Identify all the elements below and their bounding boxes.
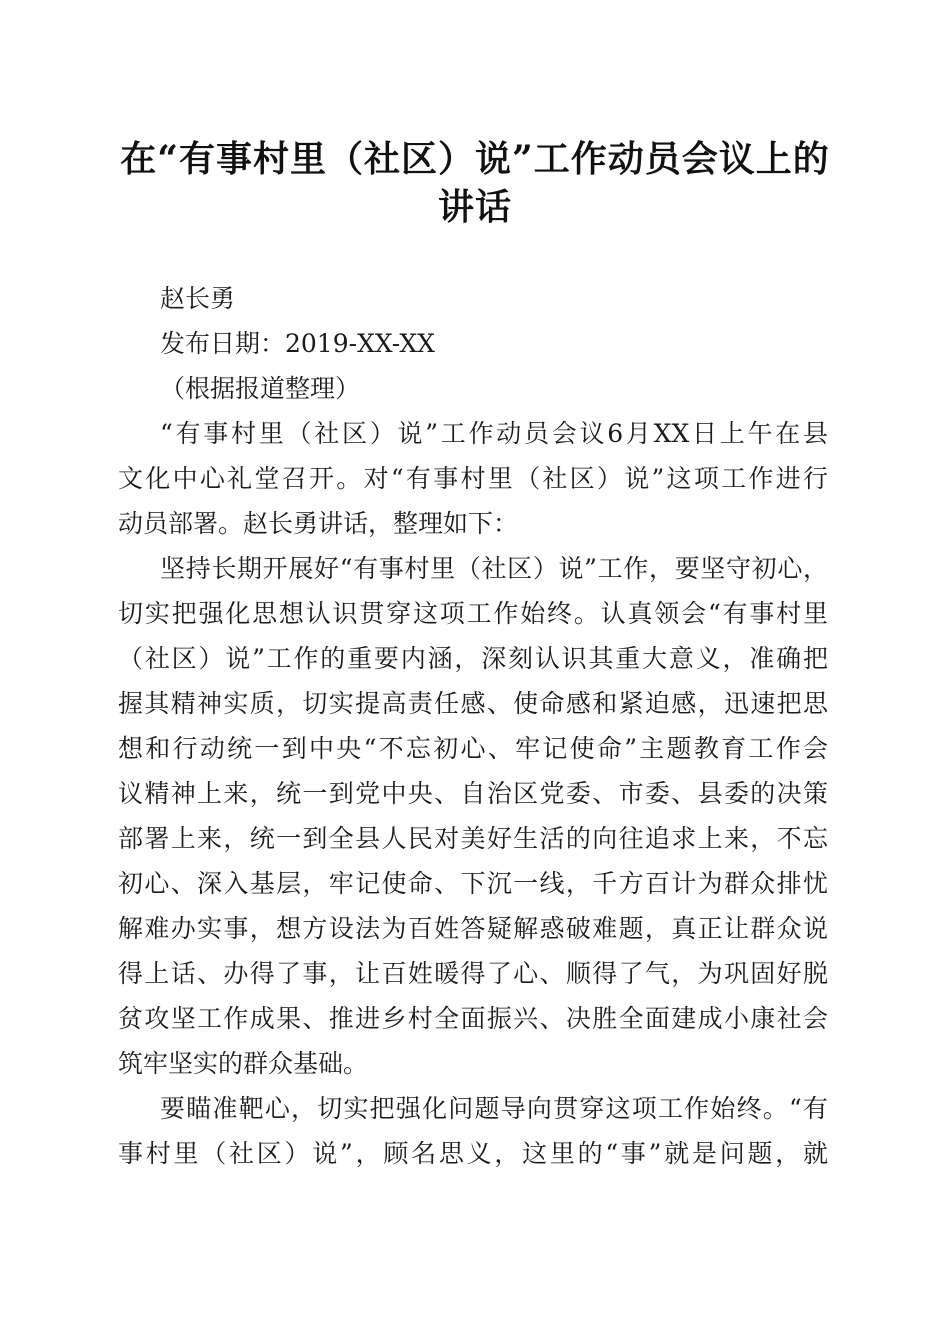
paragraph-1-line-3: 动员部署。赵长勇讲话，整理如下： [118, 509, 519, 538]
paragraph-2-line-1: 坚持长期开展好“有事村里（社区）说”工作，要坚守初心， [160, 554, 828, 583]
paragraph-2-line-2: 切实把强化思想认识贯穿这项工作始终。认真领会“有事村里 [118, 599, 828, 628]
paragraph-1-line-2: 文化中心礼堂召开。对“有事村里（社区）说”这项工作进行 [118, 464, 828, 493]
document-title-line-2: 讲话 [437, 186, 512, 228]
paragraph-2-line-9: 解难办实事，想方设法为百姓答疑解惑破难题，真正让群众说 [118, 914, 828, 943]
paragraph-1-line-1: “有事村里（社区）说”工作动员会议6月XX日上午在县 [160, 419, 828, 448]
paragraph-2-line-8: 初心、深入基层，牢记使命、下沉一线，千方百计为群众排忧 [118, 869, 828, 898]
paragraph-2-line-3: （社区）说”工作的重要内涵，深刻认识其重大意义，准确把 [118, 644, 828, 673]
paragraph-2-line-10: 得上话、办得了事，让百姓暖得了心、顺得了气，为巩固好脱 [118, 959, 828, 988]
paragraph-3-line-2: 事村里（社区）说”，顾名思义，这里的“事”就是问题，就 [118, 1139, 828, 1168]
paragraph-2-line-11: 贫攻坚工作成果、推进乡村全面振兴、决胜全面建成小康社会 [118, 1004, 828, 1033]
paragraph-2-line-5: 想和行动统一到中央“不忘初心、牢记使命”主题教育工作会 [118, 734, 828, 763]
source-note: （根据报道整理） [160, 374, 361, 403]
document-title-line-1: 在“有事村里（社区）说”工作动员会议上的 [120, 138, 830, 180]
paragraph-2-line-7: 部署上来，统一到全县人民对美好生活的向往追求上来，不忘 [118, 824, 828, 853]
paragraph-2-line-6: 议精神上来，统一到党中央、自治区党委、市委、县委的决策 [118, 779, 828, 808]
paragraph-2-line-4: 握其精神实质，切实提高责任感、使命感和紧迫感，迅速把思 [118, 689, 828, 718]
paragraph-3-line-1: 要瞄准靶心，切实把强化问题导向贯穿这项工作始终。“有 [160, 1094, 828, 1123]
paragraph-2-line-12: 筑牢坚实的群众基础。 [118, 1049, 369, 1078]
author: 赵长勇 [160, 284, 236, 313]
publish-date: 发布日期：2019-XX-XX [160, 329, 435, 358]
